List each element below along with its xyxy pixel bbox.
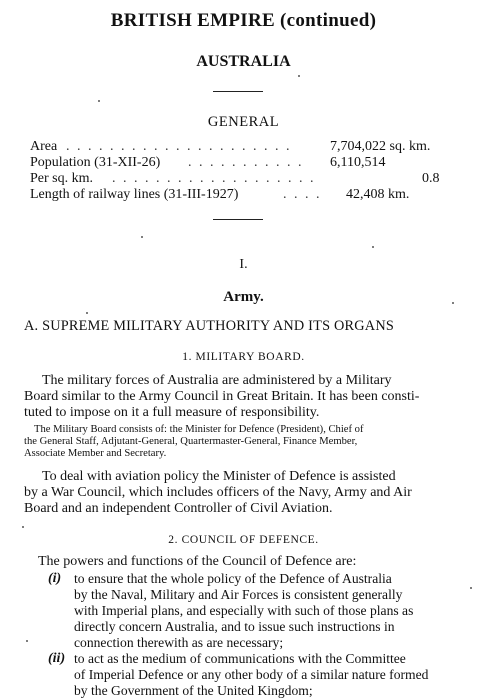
scan-speck [470, 587, 472, 589]
note-paragraph [24, 424, 470, 460]
scan-speck [86, 312, 88, 314]
text-line: to ensure that the whole policy of the Defence of Australia [74, 571, 392, 586]
text-line: Associate Member and Secretary. [24, 448, 167, 459]
leader-dots: . . . . . . . . . . . [188, 155, 304, 170]
text-line: the General Staff, Adjutant-General, Quartermaster-General, Finance Member, [24, 436, 358, 447]
page-title: BRITISH EMPIRE (continued) [110, 10, 377, 31]
subsection-heading: 1. MILITARY BOARD. [182, 351, 305, 363]
list-intro: The powers and functions of the Council of Defence are: [38, 554, 357, 569]
scan-speck [22, 526, 24, 528]
list-item-label: (i) [48, 571, 62, 586]
stat-label-population: Population (31-XII-26) [30, 155, 161, 170]
text-line: Board and an independent Controller of Civil Aviation. [24, 501, 333, 516]
country-heading: AUSTRALIA [196, 53, 291, 70]
leader-dots: . . . . [283, 187, 322, 202]
text-line: The Military Board consists of: the Minister for Defence (President), Chief of [34, 424, 364, 435]
scan-speck [452, 302, 454, 304]
scan-speck [141, 236, 143, 238]
text-line: of Imperial Defence or any other body of a similar nature formed [74, 667, 429, 682]
part-number: I. [239, 257, 248, 272]
leader-dots: . . . . . . . . . . . . . . . . . . . [112, 171, 316, 186]
paragraph [24, 373, 470, 421]
list-item [74, 571, 474, 651]
text-line: by the Government of the United Kingdom; [74, 683, 313, 698]
list-item-label: (ii) [48, 651, 66, 666]
stat-label-density: Per sq. km. [30, 171, 93, 186]
text-line: Board similar to the Army Council in Great Britain. It has been consti- [24, 389, 420, 404]
section-heading: A. SUPREME MILITARY AUTHORITY AND ITS ORGANS [24, 318, 394, 334]
scan-speck [298, 75, 300, 77]
part-title: Army. [223, 289, 264, 305]
text-line: directly concern Australia, and to issue such instructions in [74, 619, 395, 634]
text-line: by the Naval, Military and Air Forces is consistent generally [74, 587, 403, 602]
scan-speck [26, 640, 28, 642]
paragraph [24, 469, 470, 517]
subsection-heading: 2. COUNCIL OF DEFENCE. [168, 534, 319, 546]
text-line: connection therewith as are necessary; [74, 635, 284, 650]
stat-value-population: 6,110,514 [330, 155, 386, 170]
stat-value-density: 0.8 [422, 171, 440, 186]
stat-value-railway: 42,408 km. [346, 187, 410, 202]
scan-speck [372, 246, 374, 248]
general-heading: GENERAL [207, 114, 280, 130]
list-item [74, 651, 474, 699]
stat-label-railway: Length of railway lines (31-III-1927) [30, 187, 239, 202]
scan-speck [98, 100, 100, 102]
text-line: to act as the medium of communications with the Committee [74, 651, 406, 666]
text-line: with Imperial plans, and especially with such of those plans as [74, 603, 414, 618]
leader-dots: . . . . . . . . . . . . . . . . . . . . . [66, 139, 292, 154]
text-line: The military forces of Australia are administered by a Military [42, 373, 392, 388]
text-line: To deal with aviation policy the Minister of Defence is assisted [42, 469, 396, 484]
divider [213, 219, 263, 220]
text-line: by a War Council, which includes officers of the Navy, Army and Air [24, 485, 412, 500]
stat-value-area: 7,704,022 sq. km. [330, 139, 431, 154]
stat-label-area: Area [30, 139, 58, 154]
text-line: tuted to impose on it a full measure of responsibility. [24, 405, 320, 420]
divider [213, 91, 263, 92]
